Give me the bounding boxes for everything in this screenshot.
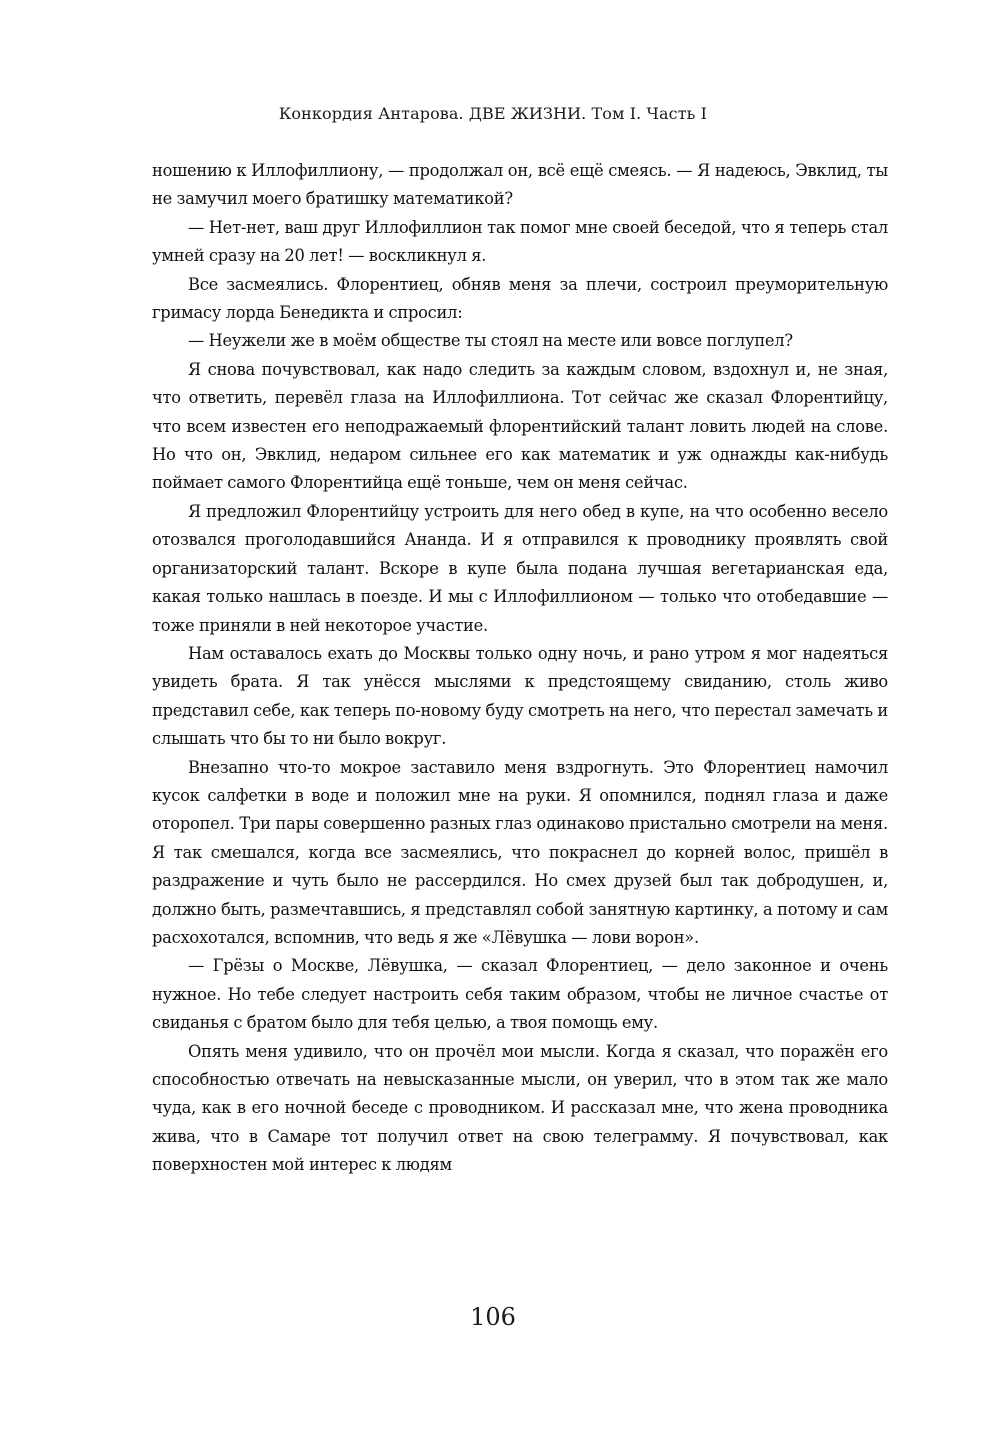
paragraph: — Грёзы о Москве, Лёвушка, — сказал Флорентиец, — дело законное и очень нужное. Но тебе следует настроить себя таким образом, чтобы не личное счастье от свиданья с братом было для тебя целью, а твоя помощь ему. <box>152 956 888 1033</box>
running-header: Конкордия Антарова. ДВЕ ЖИЗНИ. Том I. Часть I <box>278 104 708 123</box>
page-number: 106 <box>470 1303 516 1331</box>
paragraph: Я снова почувствовал, как надо следить за каждым словом, вздохнул и, не зная, что ответить, перевёл глаза на Иллофиллиона. Тот сейчас же сказал Флорентийцу, что всем известен его неподражаемый флорентийский талант ловить людей на слове. Но что он, Эвклид, недаром сильнее его как математик и уж однажды как-нибудь поймает самого Флорентийца ещё тоньше, чем он меня сейчас. <box>152 359 888 493</box>
paragraph: Нам оставалось ехать до Москвы только одну ночь, и рано утром я мог надеяться увидеть брата. Я так унёсся мыслями к предстоящему свиданию, столь живо представил себе, как теперь по-новому буду смотреть на него, что перестал замечать и слышать что бы то ни было вокруг. <box>152 643 888 749</box>
paragraph: Я предложил Флорентийцу устроить для него обед в купе, на что особенно весело отозвался проголодавшийся Ананда. И я отправился к проводнику проявлять свой организаторский талант. Вскоре в купе была подана лучшая вегетарианская еда, какая только нашлась в поезде. И мы с Иллофиллионом — только что отобедавшие — тоже приняли в ней некоторое участие. <box>152 501 888 635</box>
paragraph: — Неужели же в моём обществе ты стоял на месте или вовсе поглупел? <box>188 331 793 351</box>
paragraph: Внезапно что-то мокрое заставило меня вздрогнуть. Это Флорентиец намочил кусок салфетки в воде и положил мне на руки. Я опомнился, поднял глаза и даже оторопел. Три пары совершенно разных глаз одинаково пристально смотрели на меня. Я так смешался, когда все засмеялись, что покраснел до корней волос, пришёл в раздражение и чуть было не рассердился. Но смех друзей был так добродушен, и, должно быть, размечтавшись, я представлял собой занятную картинку, а потому и сам расхохотался, вспомнив, что ведь я же «Лёвушка — лови ворон». <box>152 757 888 947</box>
paragraph: — Нет-нет, ваш друг Иллофиллион так помог мне своей беседой, что я теперь стал умней сразу на 20 лет! — воскликнул я. <box>152 217 888 266</box>
paragraph: ношению к Иллофиллиону, — продолжал он, всё ещё смеясь. — Я надеюсь, Эвклид, ты не замучил моего братишку математикой? <box>152 161 888 209</box>
page-body-text <box>152 157 888 1180</box>
paragraph: Все засмеялись. Флорентиец, обняв меня за плечи, состроил преуморительную гримасу лорда Бенедикта и спросил: <box>152 274 888 323</box>
paragraph: Опять меня удивило, что он прочёл мои мысли. Когда я сказал, что поражён его способностью отвечать на невысказанные мысли, он уверил, что в этом так же мало чуда, как в его ночной беседе с проводником. И рассказал мне, что жена проводника жива, что в Самаре тот получил ответ на свою телеграмму. Я почувствовал, как поверхностен мой интерес к людям <box>152 1041 888 1175</box>
